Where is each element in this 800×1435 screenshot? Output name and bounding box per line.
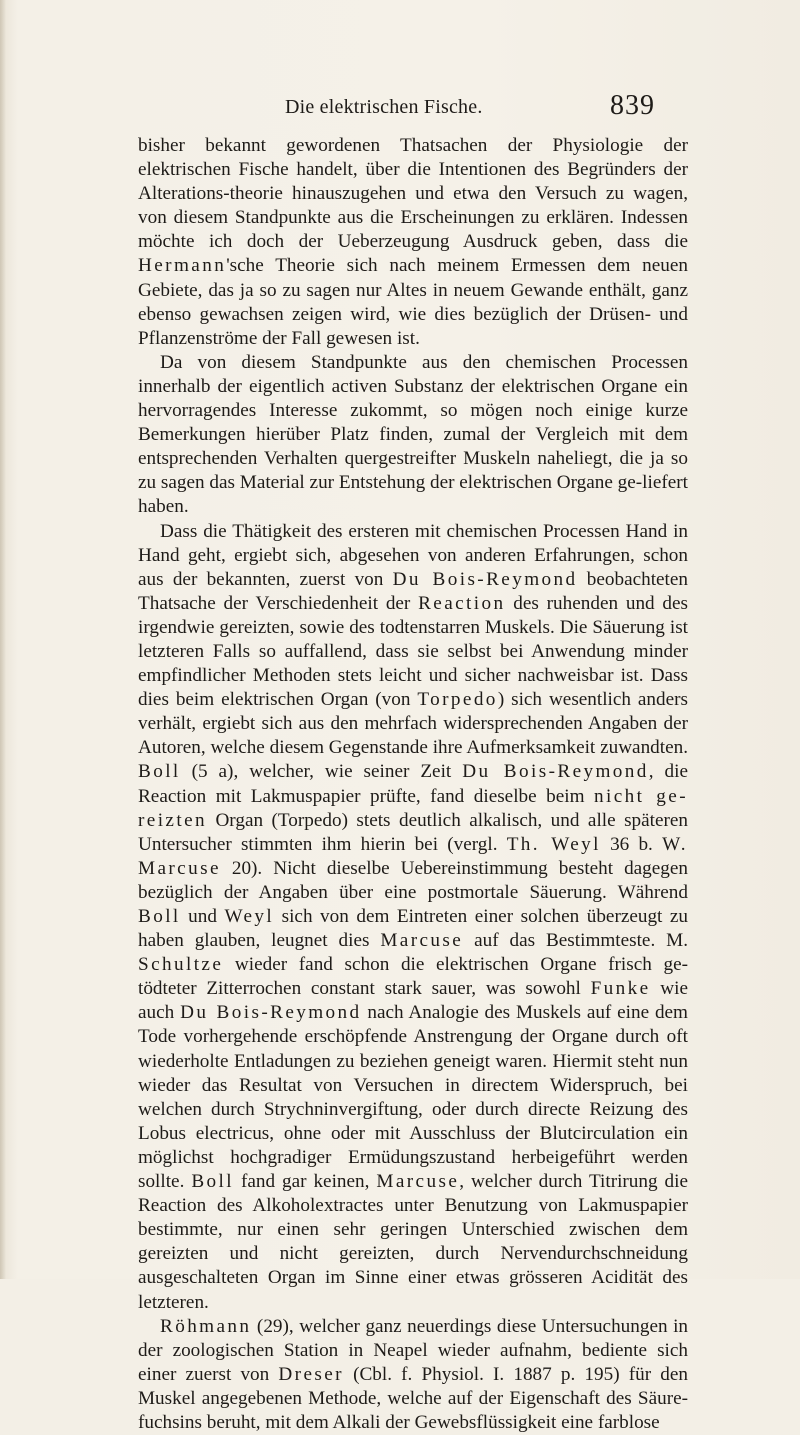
- text-run: des ruhenden und des irgendwie gereizten, sowie des todtenstarren Muskels. Die Säuerung ist letzteren Falls so auffallend, dass sie selbst bei Anwendung minder empfindlicher Methoden stets leicht und sicher nachweisbar ist. Dass dies beim elektrischen Organ (von: [138, 592, 688, 711]
- text-run: Organ (Torpedo) stets deutlich alkalisch, und alle späteren Untersucher stimmten ihm hierin bei (vergl.: [138, 809, 688, 855]
- spaced-name: Du Bois-Reymond: [392, 568, 578, 590]
- page-header: [0, 90, 800, 124]
- paragraph: [138, 1315, 688, 1435]
- text-run: und: [180, 906, 225, 927]
- text-run: , die Reaction mit Lakmuspapier prüfte, fand dieselbe beim: [138, 761, 688, 807]
- spaced-name: Marcuse: [376, 1171, 460, 1193]
- text-run: (Cbl. f. Physiol. I. 1887 p. 195) für den Muskel angegebenen Methode, welche auf der Eigenschaft des Säure-fuchsins beruht, mit dem Alkali der Gewebsflüssigkeit eine farblose: [138, 1363, 688, 1433]
- running-title: Die elektrischen Fische.: [285, 96, 483, 118]
- text-run: , welcher durch Titrirung die Reaction des Alkoholextractes unter Benutzung von Lakmuspapier bestimmte, nur einen sehr geringen Unterschied zwischen dem gereizten und nicht gereizten, durch Nervendurchschneidung ausgeschalteten Organ im Sinne einer etwas grösseren Acidität des letzteren.: [138, 1171, 688, 1313]
- spaced-name: Du Bois-Reymond: [462, 761, 649, 783]
- text-run: (5 a), welcher, wie seiner Zeit: [180, 761, 463, 783]
- text-run: Dass die Thätigkeit des ersteren mit chemischen Processen Hand in Hand geht, ergiebt sich, abgesehen von anderen Erfahrungen, schon aus der bekannten, zuerst von: [138, 520, 688, 590]
- text-run: nach Analogie des Muskels auf eine dem Tode vorhergehende erschöpfende Anstrengung der Organe durch oft wiederholte Entladungen zu beziehen geneigt waren. Hiermit steht nun wieder das Resultat von Versuchen in directem Widerspruch, bei welchen durch Strychninvergiftung, oder durch directe Reizung des Lobus electricus, ohne oder mit Ausschluss der Blutcirculation ein möglichst hochgradiger Ermüdungszustand herbeigeführt werden sollte.: [138, 1002, 688, 1193]
- spaced-name: Torpedo: [417, 689, 498, 711]
- text-run: fand gar keinen,: [233, 1171, 377, 1193]
- spaced-name: Boll: [138, 761, 181, 783]
- body-text: [138, 134, 688, 1435]
- text-run: bisher bekannt gewordenen Thatsachen der Physiologie der elektrischen Fische handelt, über die Intentionen des Begründers der Alterations-theorie hinauszugehen und etwa den Versuch zu wagen, von diesem Standpunkte aus die Erscheinungen zu erklären. Indessen möchte ich doch der Ueberzeugung Ausdruck geben, dass die: [138, 135, 688, 253]
- text-run: wieder fand schon die elektrischen Organe frisch ge-tödteter Zitterrochen constant stark sauer, was sowohl: [138, 954, 688, 1000]
- spaced-name: Dreser: [278, 1363, 344, 1385]
- spaced-name: Funke: [590, 978, 651, 1000]
- text-run: auf das Bestimmteste. M.: [463, 930, 689, 952]
- spaced-name: W. Marcuse: [138, 833, 689, 879]
- page-number: 839: [610, 90, 655, 121]
- spaced-name: Reaction: [418, 592, 506, 614]
- text-run: wie auch: [138, 978, 688, 1024]
- text-run: 36 b.: [600, 833, 663, 855]
- text-run: Da von diesem Standpunkte aus den chemischen Processen innerhalb der eigentlich activen Substanz der elektrischen Organe ein hervorragendes Interesse zukommt, so mögen noch einige kurze Bemerkungen hierüber Platz finden, zumal der Vergleich mit dem entsprechenden Verhalten quergestreifter Muskeln naheliegt, die ja so zu sagen das Material zur Entstehung der elektrischen Organe ge-liefert haben.: [138, 351, 688, 518]
- text-run: sich von dem Eintreten einer solchen überzeugt zu haben glauben, leugnet dies: [138, 906, 689, 952]
- text-run: 'sche Theorie sich nach meinem Ermessen dem neuen Gebiete, das ja so zu sagen nur Altes in neuem Gewande enthält, ganz ebenso gewachsen zeigen wird, wie dies bezüglich der Drüsen- und Pflanzenströme der Fall gewesen ist.: [138, 255, 688, 349]
- spaced-name: Schultze: [138, 954, 224, 976]
- spaced-name: Weyl: [224, 906, 275, 927]
- spaced-name: nicht ge-reizten: [138, 785, 688, 831]
- spaced-name: Röhmann: [160, 1315, 252, 1337]
- text-run: 20). Nicht dieselbe Uebereinstimmung besteht dagegen bezüglich der Angaben über eine postmortale Säuerung. Während: [138, 857, 688, 903]
- text-run: beobachteten Thatsache der Verschiedenheit der: [138, 568, 688, 614]
- spaced-name: Boll: [191, 1171, 234, 1193]
- spaced-name: Marcuse: [380, 930, 464, 952]
- spaced-name: Hermann: [138, 255, 227, 277]
- spaced-name: Th. Weyl: [506, 833, 601, 855]
- spaced-name: Boll: [138, 906, 181, 927]
- text-run: ) sich wesentlich anders verhält, ergiebt sich aus den mehrfach widersprechenden Angaben der Autoren, welche diesem Gegenstande ihre Aufmerksamkeit zuwandten.: [138, 689, 688, 759]
- spaced-name: Du Bois-Reymond: [180, 1002, 362, 1024]
- page-edge-shadow: [0, 0, 6, 1279]
- paragraph: [138, 351, 688, 520]
- paragraph: [138, 134, 688, 351]
- text-run: (29), welcher ganz neuerdings diese Untersuchungen in der zoologischen Station in Neapel wieder aufnahm, bediente sich einer zuerst von: [138, 1315, 688, 1385]
- paragraph: [138, 520, 688, 1315]
